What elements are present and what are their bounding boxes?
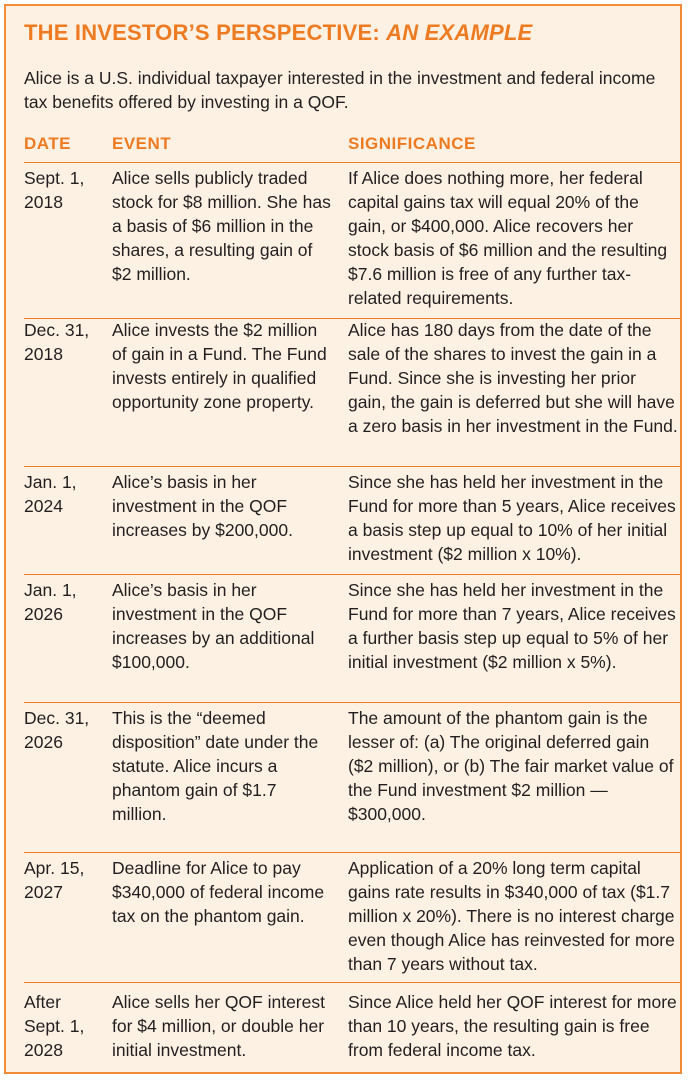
row-significance: Since she has held her investment in the Fund for more than 7 years, Alice receives a further basis step up equal to 5% of her initial investment ($2 million x 5%). [348,580,676,672]
row-significance: Since she has held her investment in the Fund for more than 5 years, Alice receives a basis step up equal to 10% of her initial investment ($2 million x 10%). [348,472,676,564]
row-date: Jan. 1, 2026 [24,580,77,624]
header-significance: SIGNIFICANCE [348,134,476,153]
row-divider [24,466,680,467]
row-divider [24,982,680,983]
row-date: Dec. 31, 2018 [24,320,90,364]
row-significance: Alice has 180 days from the date of the sale of the shares to invest the gain in a Fund. Since she is investing her prior gain, the gain is deferred but she will have a zero basis in her investment in the Fund. [348,320,678,436]
header-event: EVENT [112,134,172,153]
row-event: Alice invests the $2 million of gain in a Fund. The Fund invests entirely in qualified opportunity zone property. [112,320,327,412]
row-event: Alice sells publicly traded stock for $8 million. She has a basis of $6 million in the shares, a resulting gain of $2 million. [112,168,331,284]
row-date: Dec. 31, 2026 [24,708,90,752]
row-date: Apr. 15, 2027 [24,858,85,902]
header-divider [24,162,680,163]
title-emphasis: AN EXAMPLE [386,20,533,45]
header-date: DATE [24,134,72,153]
panel-title [24,20,532,46]
row-significance: The amount of the phantom gain is the lesser of: (a) The original deferred gain ($2 million), or (b) The fair market value of the Fund investment $2 million — $300,000. [348,708,674,824]
row-date: Jan. 1, 2024 [24,472,77,516]
intro-paragraph: Alice is a U.S. individual taxpayer interested in the investment and federal income tax benefits offered by investing in a QOF. [24,68,656,112]
row-significance: Application of a 20% long term capital gains rate results in $340,000 of tax ($1.7 million x 20%). There is no interest charge even though Alice has reinvested for more than 7 years without tax. [348,858,675,974]
example-panel [4,4,682,1074]
row-significance: Since Alice held her QOF interest for more than 10 years, the resulting gain is free from federal income tax. [348,992,677,1060]
row-date: After Sept. 1, 2028 [24,992,85,1060]
row-divider [24,852,680,853]
row-date: Sept. 1, 2018 [24,168,85,212]
title-main: THE INVESTOR’S PERSPECTIVE: [24,20,387,45]
row-event: Deadline for Alice to pay $340,000 of federal income tax on the phantom gain. [112,858,325,926]
row-event: Alice sells her QOF interest for $4 million, or double her initial investment. [112,992,325,1060]
row-divider [24,702,680,703]
row-significance: If Alice does nothing more, her federal capital gains tax will equal 20% of the gain, or $400,000. Alice recovers her stock basis of $6 million and the resulting $7.6 million is free of any further tax-related requirements. [348,168,668,308]
row-event: Alice’s basis in her investment in the QOF increases by an additional $100,000. [112,580,315,672]
row-event: Alice’s basis in her investment in the QOF increases by $200,000. [112,472,293,540]
row-divider [24,574,680,575]
row-event: This is the “deemed disposition” date under the statute. Alice incurs a phantom gain of $1.7 million. [112,708,319,824]
